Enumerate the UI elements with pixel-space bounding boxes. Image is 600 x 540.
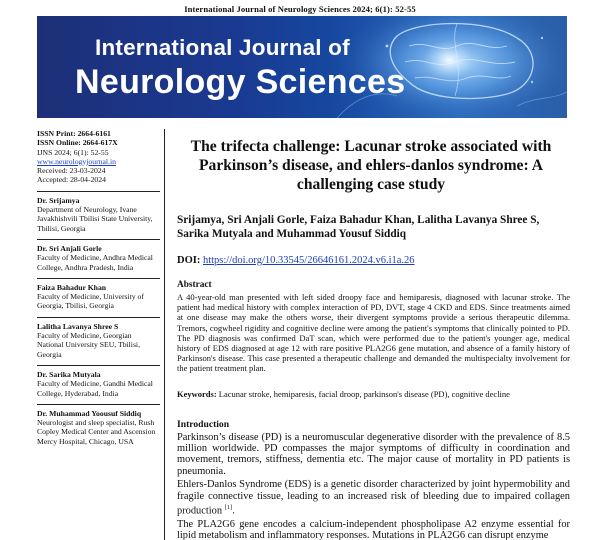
journal-website-link[interactable]: www.neurologyjournal.in: [37, 156, 116, 166]
author-affiliation-text: Neurologist and sleep specialist, Rush Copley Medical Center and Ascension Mercy Hospital, Chicago, USA: [37, 418, 156, 446]
introduction-heading: Introduction: [177, 418, 230, 430]
keywords-line: [172, 389, 570, 399]
author-affiliation-text: Faculty of Medicine, Georgian National University SEU, Tbilisi, Georgia: [37, 331, 140, 359]
author-affiliation: [37, 317, 160, 359]
sidebar: [37, 129, 165, 540]
doi-link[interactable]: https://doi.org/10.33545/26646161.2024.v6.i1a.26: [202, 255, 415, 266]
journal-citation: IJNS 2024; 6(1): 52-55: [37, 147, 109, 157]
author-name: Dr. Muhammad Yoousuf Siddiq: [37, 408, 142, 418]
author-name: Lalitha Lavanya Shree S: [37, 321, 119, 331]
citation-ref[interactable]: [1]: [224, 504, 233, 512]
intro-paragraph-2: [172, 479, 570, 517]
banner-title-line1: International Journal of: [95, 35, 350, 60]
abstract-heading: Abstract: [177, 280, 212, 290]
keywords-label: Keywords:: [177, 388, 217, 399]
received-date: Received: 23-03-2024: [37, 166, 106, 176]
author-affiliation: [37, 191, 160, 233]
author-affiliation-text: Faculty of Medicine, Andhra Medical College, Andhra Pradesh, India: [37, 253, 153, 272]
author-affiliation-text: Department of Neurology, Ivane Javakhishvili Tbilisi State University, Tbilisi, Georgia: [37, 205, 153, 233]
author-affiliation: [37, 404, 160, 446]
doi-label: DOI:: [177, 255, 201, 266]
doi-line: [172, 255, 570, 266]
author-affiliation: [37, 365, 160, 398]
running-header: International Journal of Neurology Sciences 2024; 6(1): 52-55: [184, 4, 416, 14]
keywords-text: Lacunar stroke, hemiparesis, facial droop, parkinson's disease (PD), cognitive decline: [218, 388, 510, 399]
author-affiliation-text: Faculty of Medicine, Gandhi Medical College, Hyderabad, India: [37, 379, 153, 398]
author-name: Faiza Bahadur Khan: [37, 282, 107, 292]
abstract-text: A 40-year-old man presented with left sided droopy face and hemiparesis, diagnosed with lacunar stroke. The patient had medical history with complex interaction of PD, DVT, stage 4 CKD and EDS. Since treatments aimed at one disease may make the others worse, their divergent symptoms provide a serious therapeutic dilemma. Tremors, cogwheel rigidity and cognitive decline were among the patient's symptoms that clinically pointed to PD. The PD diagnosis was confirmed DaT scan, which were performed due to the patient's younger age, medical history of EDS diagnosed at age 12 with rare positive PLA2G6 gene mutation, and absence of a family history of Parkinson's disease. This case presented a therapeutic challenge and demanded the multispecialty involvement for the patient treatment plan.: [177, 292, 570, 374]
banner-title-line2: Neurology Sciences: [75, 63, 406, 101]
accepted-date: Accepted: 28-04-2024: [37, 175, 106, 185]
intro-paragraph-2-end: .: [232, 505, 235, 517]
article-body: [172, 129, 570, 540]
author-name: Dr. Sri Anjali Gorle: [37, 243, 102, 253]
author-affiliation: [37, 278, 160, 311]
author-affiliation: [37, 239, 160, 272]
issn-print: ISSN Print: 2664-6161: [37, 129, 111, 138]
author-affiliation-text: Faculty of Medicine, University of Georgia, Tbilisi, Georgia: [37, 292, 144, 311]
author-name: Dr. Srijamya: [37, 195, 80, 205]
intro-paragraph-1: Parkinson’s disease (PD) is a neuromuscular degenerative disorder with the prevalence of 8.5 million worldwide. PD compasses the major symptoms of difficulty in coordination and movement, tremors, stiffness, dementia etc. The major cause of mortality in PD patients is pneumonia.: [177, 431, 570, 477]
journal-banner: [37, 16, 567, 118]
issn-online: ISSN Online: 2664-617X: [37, 138, 118, 148]
author-name: Dr. Sarika Mutyala: [37, 369, 101, 379]
author-list: Srijamya, Sri Anjali Gorle, Faiza Bahadur Khan, Lalitha Lavanya Shree S, Sarika Mutyala and Muhammad Yousuf Siddiq: [177, 214, 540, 240]
intro-paragraph-2-text: Ehlers-Danlos Syndrome (EDS) is a genetic disorder characterized by joint hypermobility and fragile connective tissue, leading to an increased risk of bleeding due to impaired collagen production: [177, 479, 570, 517]
paper-title: The trifecta challenge: Lacunar stroke associated with Parkinson’s disease, and ehlers-danlos syndrome: A challenging case study: [190, 138, 552, 193]
intro-paragraph-3: The PLA2G6 gene encodes a calcium-independent phospholipase A2 enzyme essential for lipid metabolism and inflammatory responses. Mutations in PLA2G6 can disrupt enzyme: [177, 518, 570, 540]
